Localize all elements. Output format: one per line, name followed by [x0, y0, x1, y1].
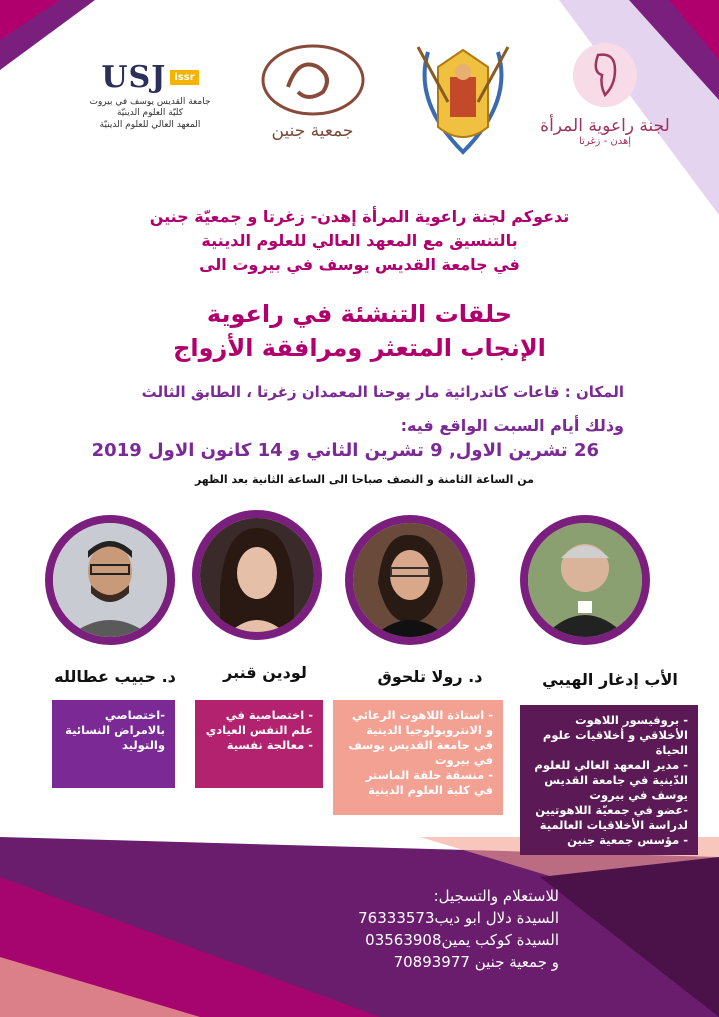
- usj-mark: USJ: [101, 60, 167, 95]
- event-dates: 26 تشرين الاول, 9 تشرين الثاني و 14 كانون الاول 2019: [91, 440, 599, 461]
- women-committee-logo: [540, 40, 670, 170]
- contact-line-1: السيدة دلال ابو ديب76333573: [358, 909, 559, 927]
- event-hours: من الساعة الثامنة و النصف صباحا الى الساعة الثانية بعد الظهر: [194, 473, 534, 486]
- janin-association-name: جمعية جنين: [271, 121, 354, 141]
- contact-info: [358, 885, 559, 973]
- speaker-bio-habib: [52, 700, 175, 788]
- dates-intro: وذلك أيام السبت الواقع فيه:: [400, 416, 624, 435]
- speaker-photo-loudine: [192, 510, 322, 640]
- event-title: [0, 297, 719, 365]
- person-portrait-icon: [528, 523, 642, 637]
- invitation-text: [0, 205, 719, 277]
- contact-line-2: السيدة كوكب يمين03563908: [365, 931, 559, 949]
- usj-caption-faculty: كليّة العلوم الدينيّة: [116, 108, 184, 119]
- contact-line-3: و جمعية جنين 70893977: [393, 953, 559, 971]
- women-committee-place: إهدن - زغرتا: [578, 136, 632, 147]
- invitation-line-3: في جامعة القديس يوسف في بيروت الى: [199, 255, 520, 274]
- invitation-line-2: بالتنسيق مع المعهد العالي للعلوم الدينية: [201, 231, 518, 250]
- venue-text: المكان : قاعات كاتدرائية مار يوحنا المعمدان زغرتا ، الطابق الثالث: [141, 383, 624, 401]
- usj-caption-university: جامعة القديس يوسف في بيروت: [89, 97, 211, 107]
- person-portrait-icon: [353, 523, 467, 637]
- speaker-bio-loudine: [195, 700, 323, 788]
- speaker-bio-edgar: [520, 705, 698, 855]
- event-title-line-2: الإنجاب المتعثر ومرافقة الأزواج: [173, 334, 546, 362]
- event-title-line-1: حلقات التنشئة في راعوية: [206, 300, 513, 328]
- speaker-photo-rola: [345, 515, 475, 645]
- contact-title: للاستعلام والتسجيل:: [433, 887, 559, 905]
- speaker-name-habib: د. حبيب عطالله: [54, 667, 176, 686]
- janin-association-logo: [250, 42, 375, 152]
- church-emblem: [408, 42, 518, 157]
- speaker-name-edgar: الأب إدغار الهيبي: [542, 670, 678, 689]
- speaker-photo-edgar: [520, 515, 650, 645]
- bio-line: - اختصاصية في علم النفس العيادي: [205, 708, 313, 737]
- bio-line: -عضو في جمعيّة اللاهوتيين لدراسة الأخلاقيات العالمية: [535, 803, 688, 832]
- speaker-photo-habib: [45, 515, 175, 645]
- invitation-line-1: تدعوكم لجنة راعوية المرأة إهدن- زغرتا و جمعيّة جنين: [149, 207, 570, 226]
- usj-logo: [70, 60, 230, 140]
- bio-line: - معالجة نفسية: [226, 738, 313, 752]
- bio-line: -اختصاصي بالامراض النسائية والتوليد: [65, 708, 165, 752]
- women-committee-name: لجنة راعوية المرأة: [540, 116, 670, 136]
- bio-line: - بروفيسور اللاهوت الأخلاقي و أخلاقيات علوم الحياة: [542, 713, 688, 757]
- bio-line: - مؤسس جمعية جنين: [567, 833, 688, 847]
- speaker-name-rola: د. رولا تلحوق: [377, 667, 483, 686]
- speaker-bio-rola: [333, 700, 503, 815]
- janin-circle-icon: [258, 42, 368, 117]
- person-portrait-icon: [200, 518, 314, 632]
- bio-line: - منسقة حلقة الماستر في كلية العلوم الدينية: [365, 768, 493, 797]
- church-crest-icon: [408, 42, 518, 157]
- person-portrait-icon: [53, 523, 167, 637]
- speaker-name-loudine: لودين قنبر: [223, 663, 307, 682]
- usj-caption-institute: المعهد العالي للعلوم الدينيّة: [99, 119, 201, 130]
- bio-line: - استاذة اللاهوت الرعائي و الانتروبولوجيا الدينية في جامعة القديس يوسف في بيروت: [348, 708, 493, 767]
- women-silhouette-icon: [570, 40, 640, 110]
- issr-badge: issr: [170, 70, 198, 85]
- bio-line: - مدير المعهد العالي للعلوم الدّينية في جامعة القديس يوسف في بيروت: [534, 758, 688, 802]
